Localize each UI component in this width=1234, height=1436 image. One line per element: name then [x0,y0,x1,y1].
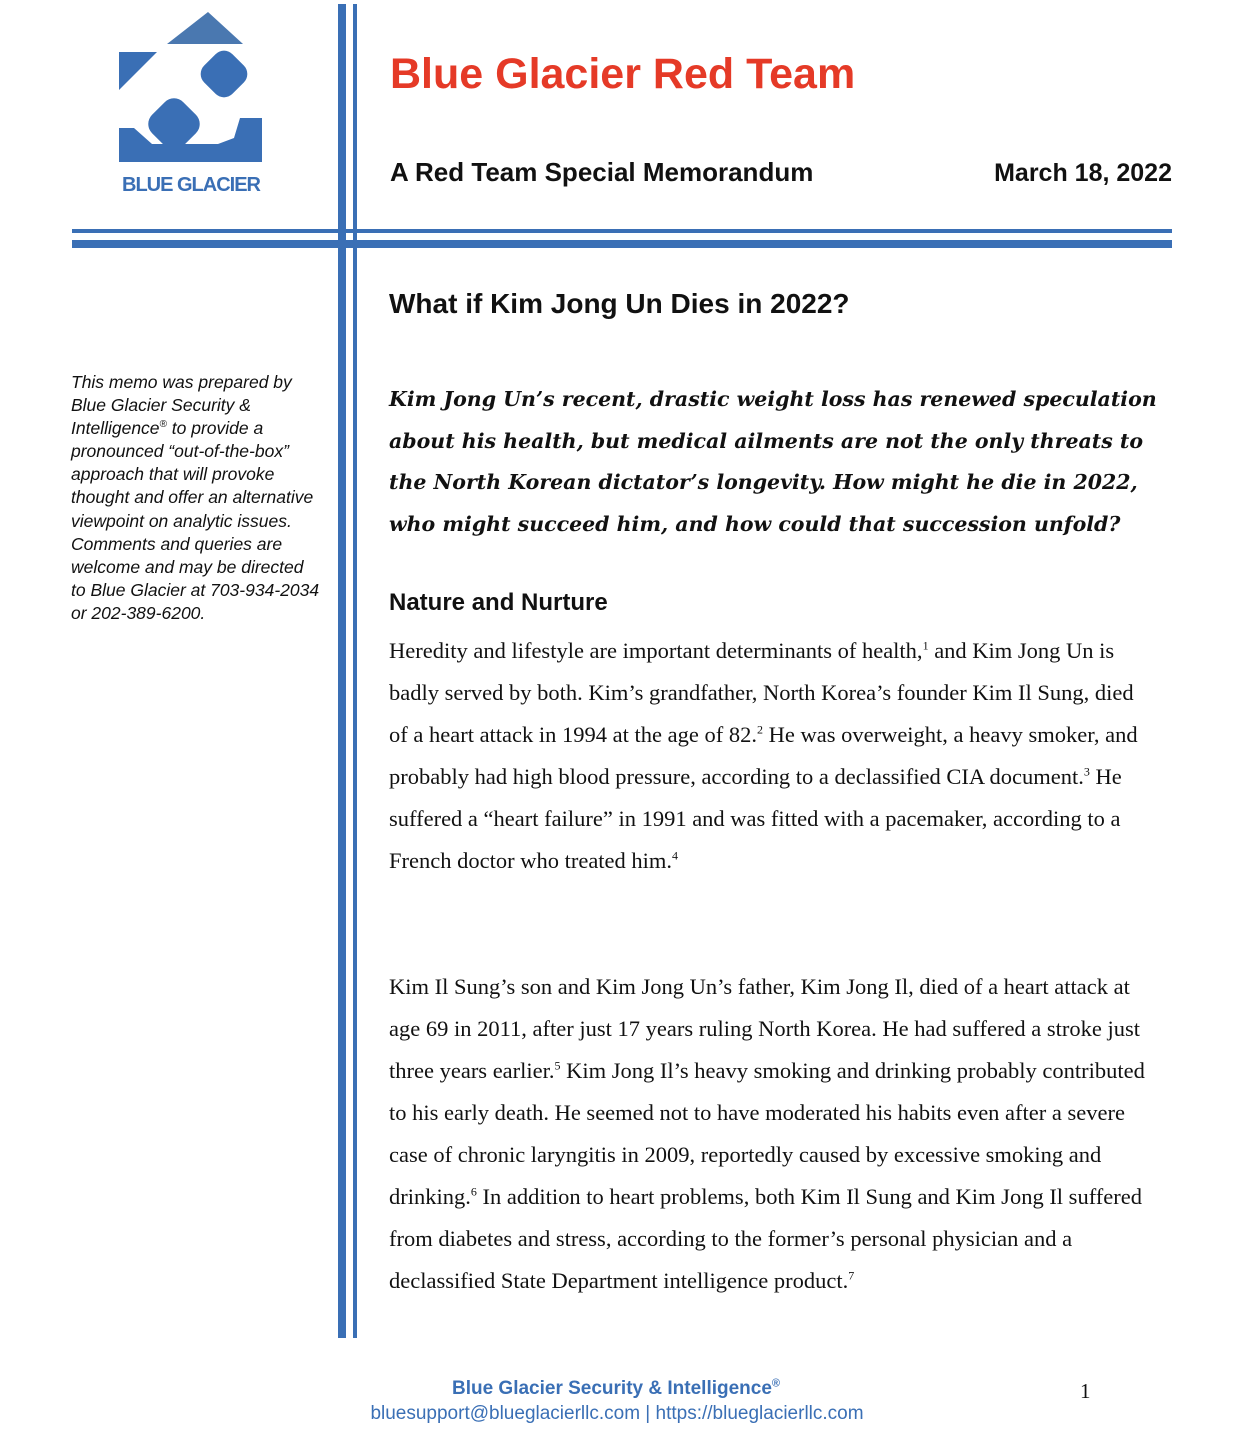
para1-text-3: He was overweight, a heavy smoker, and probably had high blood pressure, according to a declassified CIA document. [389,722,1138,789]
memo-date: March 18, 2022 [994,159,1172,187]
body-paragraph-1 [389,630,1149,882]
logo-wordmark: BLUE GLACIER [122,174,260,196]
footer-contact: bluesupport@blueglacierllc.com | https://blueglacierllc.com [370,1403,864,1424]
footer-organization [0,1378,1234,1400]
footnote-ref-4: 4 [672,848,679,863]
body-paragraph-2 [389,966,1149,1302]
footnote-ref-7: 7 [848,1268,855,1283]
footnote-ref-1: 1 [922,638,929,653]
footer-org-name: Blue Glacier Security & Intelligence [451,1378,772,1400]
horizontal-rule-thick [72,240,1172,248]
para1-text-4: He suffered a “heart failure” in 1991 and was fitted with a pacemaker, according to a French doctor who treated him. [389,764,1122,873]
horizontal-rule-thin [72,229,1172,233]
registered-mark: ® [159,419,167,431]
page-number: 1 [1080,1379,1091,1403]
para2-text-2: Kim Jong Il’s heavy smoking and drinking probably contributed to his early death. He seemed not to have moderated his habits even after a severe case of chronic laryngitis in 2009, reportedly caused by excessive smoking and drinking. [389,1058,1145,1209]
footnote-ref-3: 3 [1083,764,1090,779]
vertical-rule-thick [338,4,346,1338]
sidebar-note-text-1: This memo was prepared by Blue Glacier Security & Intelligence [71,372,292,439]
para2-text-3: In addition to heart problems, both Kim Il Sung and Kim Jong Il suffered from diabetes and stress, according to the former’s personal physician and a declassified State Department intelligence product. [389,1184,1142,1293]
logo-top-triangle [167,12,243,44]
para1-text-1: Heredity and lifestyle are important determinants of health, [389,638,923,663]
article-headline: What if Kim Jong Un Dies in 2022? [389,288,850,319]
para2-text-1: Kim Il Sung’s son and Kim Jong Un’s father, Kim Jong Il, died of a heart attack at age 69 in 2011, after just 17 years ruling North Korea. He had suffered a stroke just three years earlier. [389,974,1141,1083]
footer-registered-mark: ® [771,1378,781,1390]
sidebar-note [71,371,321,625]
para1-text-2: and Kim Jong Un is badly served by both. Kim’s grandfather, North Korea’s founder Kim Il Sung, died of a heart attack in 1994 at the age of 82. [389,638,1134,747]
blue-glacier-logo [112,10,270,200]
memo-title: Blue Glacier Red Team [390,50,856,98]
vertical-rule-thin [353,4,357,1338]
logo-left-wedge [119,52,157,90]
footnote-ref-5: 5 [554,1058,561,1073]
memo-subtitle: A Red Team Special Memorandum [390,157,814,187]
footnote-ref-6: 6 [470,1184,477,1199]
section-heading: Nature and Nurture [389,589,608,616]
logo-upper-drop [196,46,253,103]
sidebar-note-text-2: to provide a pronounced “out-of-the-box” approach that will provoke thought and offer an alternative viewpoint on analytic issues. Comments and queries are welcome and may be directed to Blue Glacier at 703-934-2034 or 202-389-6200. [71,418,320,623]
footnote-ref-2: 2 [756,722,763,737]
article-lede: Kim Jong Un’s recent, drastic weight loss has renewed speculation about his health, but medical ailments are not the only threats to the North Korean dictator’s longevity. How might he die in 2022, who might succeed him, and how could that succession unfold? [389,387,1157,536]
